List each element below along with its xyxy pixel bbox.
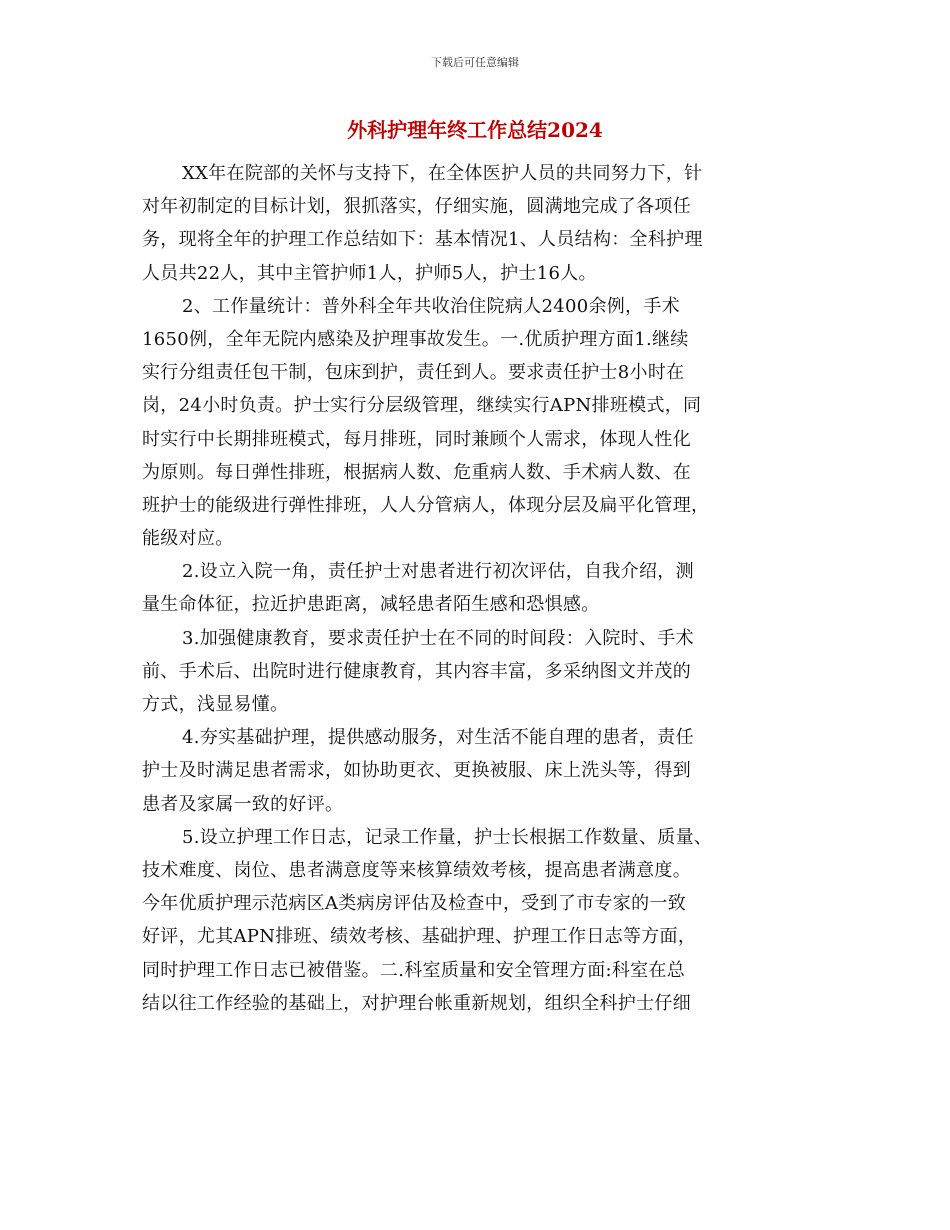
body-line: 1650例，全年无院内感染及护理事故发生。一.优质护理方面1.继续 bbox=[142, 328, 689, 350]
document-title: 外科护理年终工作总结2024 bbox=[347, 118, 603, 142]
document-body bbox=[142, 157, 812, 1020]
body-line: 实行分组责任包干制，包床到护，责任到人。要求责任护士8小时在 bbox=[142, 362, 685, 384]
body-line: 3.加强健康教育，要求责任护士在不同的时间段：入院时、手术 bbox=[182, 627, 694, 649]
body-line: 2、工作量统计：普外科全年共收治住院病人2400余例，手术 bbox=[182, 295, 680, 317]
body-line: 前、手术后、出院时进行健康教育，其内容丰富，多采纳图文并茂的 bbox=[142, 660, 691, 682]
body-line: 方式，浅显易懂。 bbox=[142, 694, 289, 715]
body-line: 护士及时满足患者需求，如协助更衣、更换被服、床上洗头等，得到 bbox=[142, 760, 691, 782]
body-line: 量生命体征，拉近护患距离，减轻患者陌生感和恐惧感。 bbox=[142, 594, 600, 616]
body-line: 5.设立护理工作日志，记录工作量，护士长根据工作数量、质量、 bbox=[182, 826, 713, 848]
body-line: 好评，尤其APN排班、绩效考核、基础护理、护理工作日志等方面， bbox=[142, 926, 697, 948]
body-line: 人员共22人，其中主管护师1人，护师5人，护士16人。 bbox=[142, 262, 597, 284]
body-line: 务，现将全年的护理工作总结如下：基本情况1、人员结构：全科护理 bbox=[142, 229, 703, 251]
body-line: 患者及家属一致的好评。 bbox=[142, 793, 344, 815]
body-line: 4.夯实基础护理，提供感动服务，对生活不能自理的患者，责任 bbox=[182, 727, 694, 749]
body-line: 能级对应。 bbox=[142, 528, 234, 550]
body-line: 同时护理工作日志已被借鉴。二.科室质量和安全管理方面:科室在总 bbox=[142, 959, 686, 981]
body-line: 对年初制定的目标计划，狠抓落实，仔细实施，圆满地完成了各项任 bbox=[142, 196, 691, 218]
body-line: XX年在院部的关怀与支持下，在全体医护人员的共同努力下，针 bbox=[182, 163, 703, 184]
body-line: 今年优质护理示范病区A类病房评估及检查中，受到了市专家的一致 bbox=[142, 893, 686, 915]
body-line: 结以往工作经验的基础上，对护理台帐重新规划，组织全科护士仔细 bbox=[142, 992, 691, 1014]
body-line: 为原则。每日弹性排班，根据病人数、危重病人数、手术病人数、在 bbox=[142, 461, 691, 483]
body-line: 时实行中长期排班模式，每月排班，同时兼顾个人需求，体现人性化 bbox=[142, 428, 691, 450]
body-line: 技术难度、岗位、患者满意度等来核算绩效考核，提高患者满意度。 bbox=[142, 859, 691, 881]
body-line: 2.设立入院一角，责任护士对患者进行初次评估，自我介绍，测 bbox=[182, 561, 694, 583]
body-line: 岗，24小时负责。护士实行分层级管理，继续实行APN排班模式，同 bbox=[142, 395, 702, 417]
header-note: 下载后可任意编辑 bbox=[431, 56, 519, 69]
body-line: 班护士的能级进行弹性排班，人人分管病人，体现分层及扁平化管理， bbox=[142, 494, 710, 516]
